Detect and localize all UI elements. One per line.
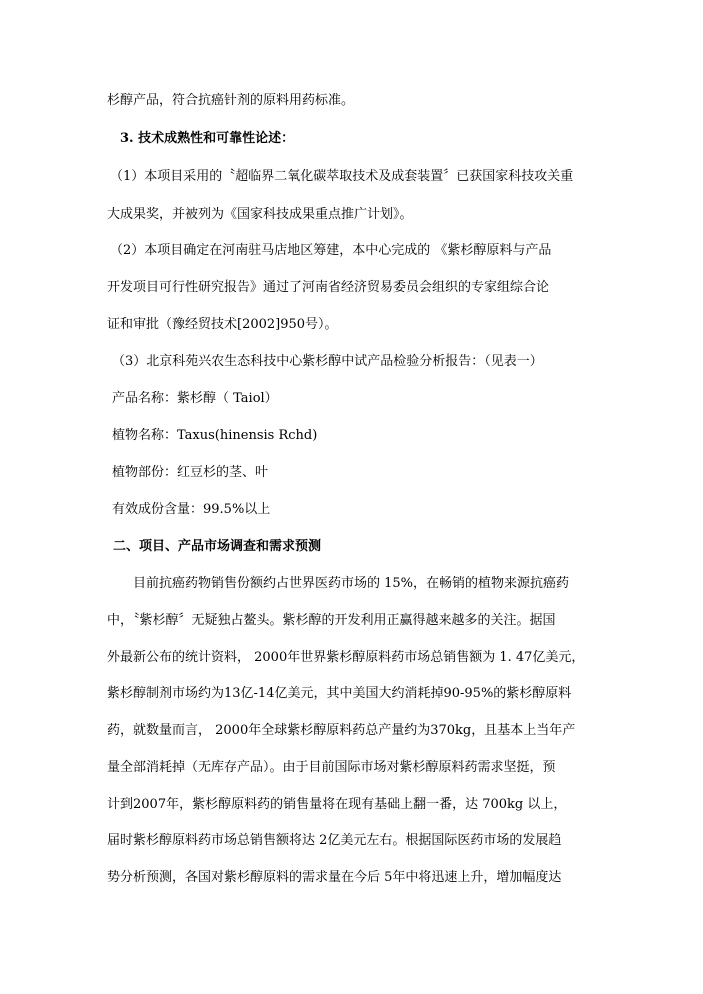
paragraph-line: 药，就数量而言， 2000年全球紫杉醇原料药总产量约为370kg，且基本上当年产 [107,723,576,738]
info-field: 植物部份：红豆杉的茎、叶 [112,465,269,480]
paragraph-line: 量全部消耗掉（无库存产品）。由于目前国际市场对紫杉醇原料药需求坚挺，预 [107,760,556,775]
section-heading: 3. 技术成熟性和可靠性论述： [120,131,295,146]
paragraph-line: 证和审批（豫经贸技术[2002]950号）。 [107,317,338,332]
paragraph-line: 大成果奖，并被列为《国家科技成果重点推广计划》。 [107,207,413,222]
paragraph-line: 目前抗癌药物销售份额约占世界医药市场的 15%，在畅销的植物来源抗癌药 [133,576,570,591]
paragraph-line: 中，〝紫杉醇〞无疑独占鳌头。紫杉醇的开发利用正赢得越来越多的关注。据国 [107,613,556,628]
paragraph-line: （1）本项目采用的〝超临界二氧化碳萃取技术及成套装置〞已获国家科技攻关重 [110,169,574,184]
paragraph-line: （2）本项目确定在河南驻马店地区筹建，本中心完成的 《紫杉醇原料与产品 [110,243,552,258]
paragraph-line: （3）北京科苑兴农生态科技中心紫杉醇中试产品检验分析报告：（见表一） [112,354,543,369]
paragraph-line: 计到2007年，紫杉醇原料药的销售量将在现有基础上翻一番，达 700kg 以上， [107,797,567,812]
info-field: 产品名称：紫杉醇（ Taiol） [112,391,278,406]
paragraph-line: 杉醇产品，符合抗癌针剂的原料用药标准。 [107,93,355,108]
info-field: 植物名称：Taxus(hinensis Rchd) [112,428,318,443]
paragraph-line: 势分析预测，各国对紫杉醇原料的需求量在今后 5年中将迅速上升，增加幅度达 [107,870,562,885]
paragraph-line: 紫杉醇制剂市场约为13亿-14亿美元，其中美国大约消耗掉90-95%的紫杉醇原料 [107,686,572,701]
info-field: 有效成份含量：99.5%以上 [112,502,271,517]
paragraph-line: 开发项目可行性研究报告》通过了河南省经济贸易委员会组织的专家组综合论 [107,280,550,295]
section-heading: 二、项目、产品市场调查和需求预测 [113,539,322,554]
paragraph-line: 外最新公布的统计资料， 2000年世界紫杉醇原料药市场总销售额为 1. 47亿美元， [107,650,585,665]
paragraph-line: 届时紫杉醇原料药市场总销售额将达 2亿美元左右。根据国际医药市场的发展趋 [107,833,562,848]
